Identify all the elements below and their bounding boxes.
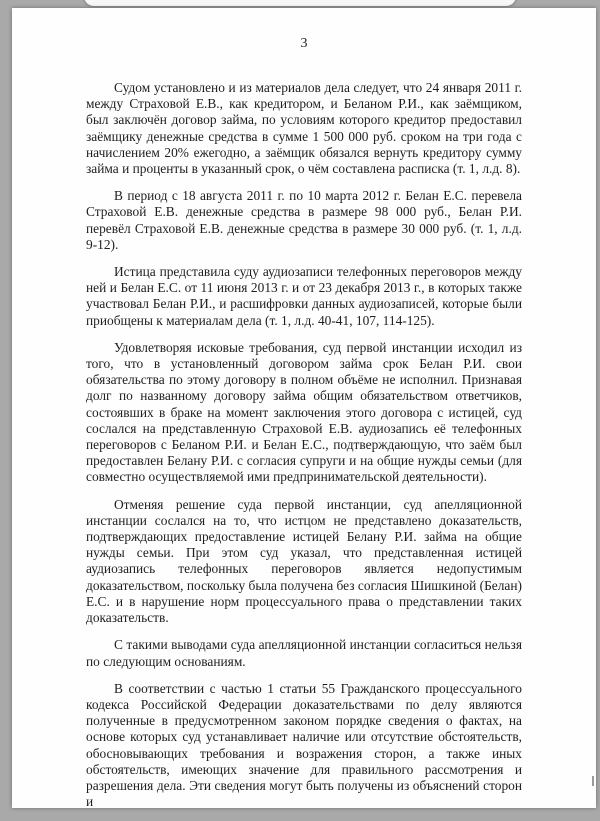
paragraph-loan-agreement: Судом установлено и из материалов дела следует, что 24 января 2011 г. между Страховой Е.В., как кредитором, и Беланом Р.И., как заёмщиком, был заключён договор займа, по условиям которого кредитор предоставил заёмщику денежные средства в сумме 1 500 000 руб. сроком на три года с начислением 20% ежегодно, а заёмщик обязался вернуть кредитору сумму займа и проценты в указанный срок, о чём составлена расписка (т. 1, л.д. 8). [86,80,522,177]
paragraph-disagreement: С такими выводами суда апелляционной инстанции согласиться нельзя по следующим основаниям. [86,637,522,669]
paragraph-audio-records: Истица представила суду аудиозаписи телефонных переговоров между ней и Белан Е.С. от 11 июня 2013 г. и от 23 декабря 2013 г., в которых также участвовал Белан Р.И., и расшифровки данных аудиозаписей, которые были приобщены к материалам дела (т. 1, л.д. 40-41, 107, 114-125). [86,264,522,328]
previous-page-edge [84,0,516,6]
scroll-indicator[interactable] [592,776,594,786]
paragraph-law-citation: В соответствии с частью 1 статьи 55 Гражданского процессуального кодекса Российской Федерации доказательствами по делу являются полученные в предусмотренном законом порядке сведения о фактах, на основе которых суд устанавливает наличие или отсутствие обстоятельств, обосновывающих требования и возражения сторон, а также иных обстоятельств, имеющих значение для правильного рассмотрения и разрешения дела. Эти сведения могут быть получены из объяснений сторон и [86,680,522,810]
document-page[interactable] [12,8,596,808]
document-body [86,80,522,821]
paragraph-appeal: Отменяя решение суда первой инстанции, суд апелляционной инстанции сослался на то, что истцом не представлено доказательств, подтверждающих предоставление истицей Белану Р.И. займа на общие нужды семьи. При этом суд указал, что представленная истицей аудиозапись телефонных переговоров является недопустимым доказательством, поскольку была получена без согласия Шишкиной (Белан) Е.С. и в нарушение норм процессуального права о представлении таких доказательств. [86,496,522,626]
paragraph-transfers: В период с 18 августа 2011 г. по 10 марта 2012 г. Белан Е.С. перевела Страховой Е.В. денежные средства в размере 98 000 руб., Белан Р.И. перевёл Страховой Е.В. денежные средства в размере 30 000 руб. (т. 1, л.д. 9-12). [86,188,522,252]
page-number: 3 [300,36,308,51]
paragraph-first-instance: Удовлетворяя исковые требования, суд первой инстанции исходил из того, что в установленный договором займа срок Белан Р.И. свои обязательства по этому договору в полном объёме не исполнил. Признавая долг по названному договору займа общим обязательством ответчиков, состоявших в браке на момент заключения этого договора с истицей, суд сослался на представленную Страховой Е.В. аудиозапись её телефонных переговоров с Беланом Р.И. и Белан Е.С., подтверждающую, что заём был предоставлен Белану Р.И. с согласия супруги и на общие нужды семьи (для совместно осуществляемой ими предпринимательской деятельности). [86,339,522,485]
